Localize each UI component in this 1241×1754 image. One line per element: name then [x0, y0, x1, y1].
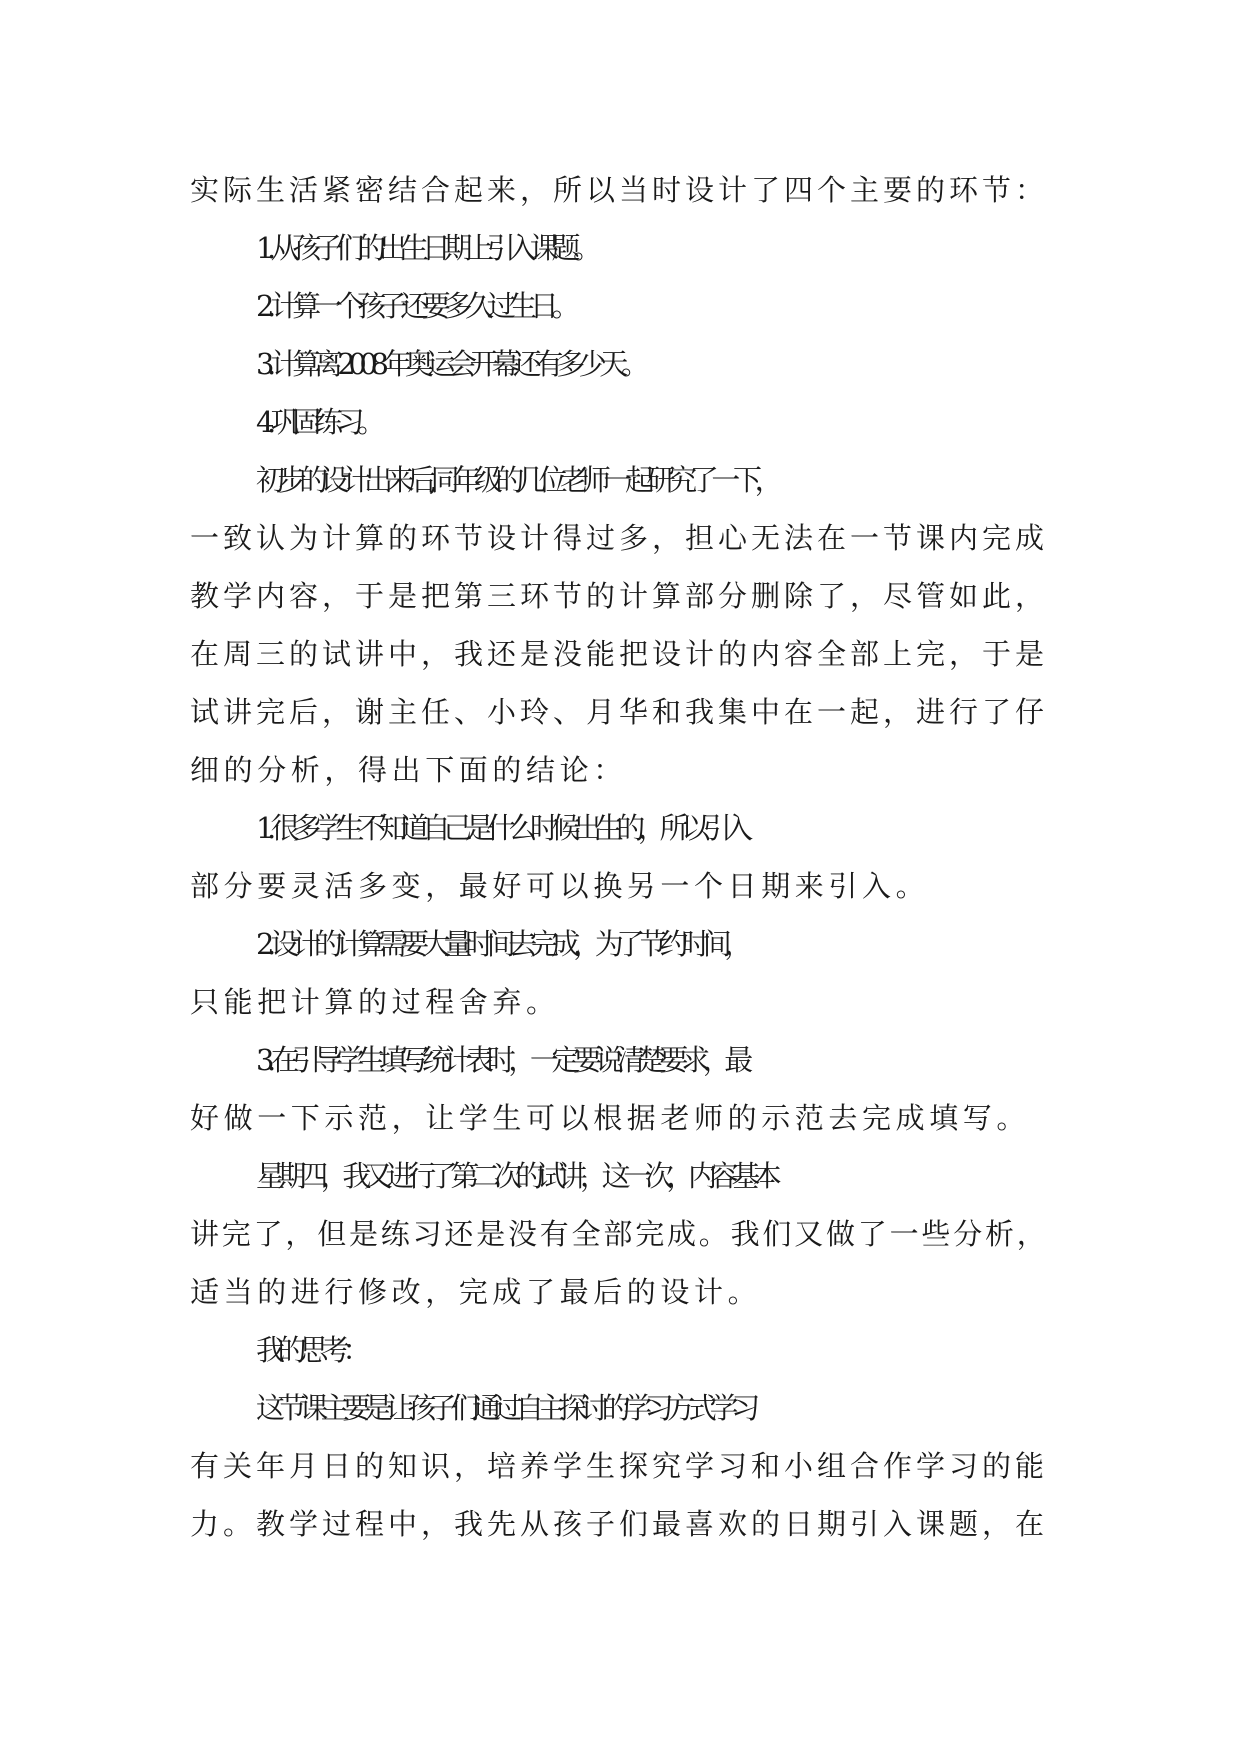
text-line: 3. 计算离 2008 年奥运会开幕还有多少天。 [256, 347, 643, 381]
text-line: 2. 设计的计算需要大量时间去完成，为了节约时间， [256, 927, 746, 961]
text-line: 这节课主要是让孩子们通过自主探讨的学习方式学习 [256, 1391, 753, 1425]
text-line: 部分要灵活多变，最好可以换另一个日期来引入。 [190, 869, 930, 903]
text-line: 2. 计算一个孩子还要多久过生日。 [256, 289, 574, 323]
text-line: 有关年月日的知识，培养学生探究学习和小组合作学习的能 [190, 1449, 1049, 1483]
text-line: 星期四，我又进行了第二次的试讲，这一次，内容基本 [256, 1159, 775, 1193]
text-line: 试讲完后，谢主任、小玲、月华和我集中在一起，进行了仔 [190, 695, 1049, 729]
text-line: 只能把计算的过程舍弃。 [190, 985, 560, 1019]
text-line: 初步的设计出来后,同年级的几位老师一起研究了一下， [256, 463, 777, 497]
text-line: 力。教学过程中，我先从孩子们最喜欢的日期引入课题，在 [190, 1507, 1049, 1541]
text-line: 我的思考： [256, 1333, 365, 1367]
text-line: 4. 巩固练习。 [256, 405, 379, 439]
text-line: 教学内容，于是把第三环节的计算部分删除了，尽管如此， [190, 579, 1049, 613]
text-line: 在周三的试讲中，我还是没能把设计的内容全部上完，于是 [190, 637, 1049, 671]
document-body [190, 161, 1050, 1553]
text-line: 一致认为计算的环节设计得过多，担心无法在一节课内完成 [190, 521, 1049, 555]
text-line: 1. 很多学生不知道自己是什么时候出生的，所以引入 [256, 811, 746, 845]
text-line: 3. 在引导学生填写统计表时，一定要说清楚要求，最 [256, 1043, 746, 1077]
text-line: 适当的进行修改，完成了最后的设计。 [190, 1275, 762, 1309]
text-line: 讲完了，但是练习还是没有全部完成。我们又做了一些分析， [190, 1217, 1049, 1251]
text-line: 1. 从孩子们的出生日期上引入课题。 [256, 231, 595, 265]
text-line: 好做一下示范，让学生可以根据老师的示范去完成填写。 [190, 1101, 1031, 1135]
text-line: 实际生活紧密结合起来，所以当时设计了四个主要的环节： [190, 173, 1049, 207]
text-line: 细的分析，得出下面的结论： [190, 753, 627, 787]
